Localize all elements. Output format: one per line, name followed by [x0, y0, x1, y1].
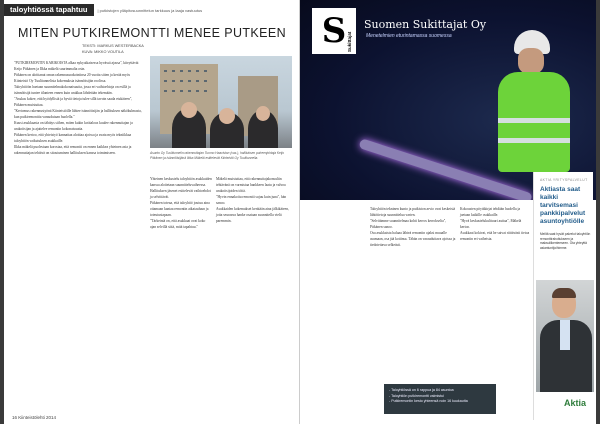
aktia-logo: Aktia	[564, 398, 587, 408]
page-footer: 16 Kiinteistölehti 2014	[12, 415, 57, 420]
article-column-r2	[460, 206, 530, 242]
paragraph: Taloyhtiöön haetaan suunnitelmakokonaisuutta, jossa eri vaihtoehtoja on esillä ja isännöitsijä tuntee tilanteen ennen kuin urakkaa lähdetään tekemään.	[14, 85, 131, 95]
magazine-spread	[4, 0, 596, 424]
article-column-r1	[370, 206, 456, 248]
paragraph: Osa asukkaista haluaa lähteä remontin ajaksi muualle asumaan, osa jää kotiinsa. Tähän on varauduttava ajoissa ja tiedotettava selkeästi.	[370, 231, 456, 247]
paragraph: "Hyvä keskustelukulttuuri auttaa", Mäkelä kertoo.	[460, 219, 522, 229]
paragraph: Taloyhtiön tekninen kunto ja putkiston arvio ovat keskeisiä lähtötietoja suunnittelua varten.	[370, 207, 456, 217]
section-header	[4, 4, 300, 16]
left-page	[4, 0, 300, 424]
fact-item: - Putkiremontin kesto yhteensä noin 16 kuukautta	[389, 399, 468, 403]
byline-text: TEKSTI: MARKUS WESTERBACKA	[82, 44, 144, 48]
worker-image	[490, 28, 582, 178]
advertisement-banner	[300, 0, 596, 200]
section-tag: taloyhtiössä tapahtuu	[4, 4, 94, 16]
article-column-c	[216, 176, 292, 224]
paragraph: "Selvitämme suunnitelmaa kohti kerros kerrokselta", Pitkänen sanoo.	[370, 219, 447, 229]
fact-box	[384, 384, 496, 414]
ad-headline: Aktiasta saat kaikki tarvitsemasi pankkipalvelut asuntoyhtiölle	[540, 186, 586, 225]
paragraph: "Hyvin ennakoitu remontti sujuu kuin juna", hän sanoo.	[216, 195, 287, 205]
paragraph: "Tärkeintä on, että asukkaat ovat koko ajan selvillä siitä, mitä tapahtuu."	[150, 219, 206, 229]
paragraph: Pitkänen kertoo, että yhteistyö kannattaa aloittaa ajoissa ja avata myös tekniikkaa taloyhtiön vaikutuksen asukkaille.	[14, 133, 132, 143]
paragraph: Pitkänen on aloittanut oman rakennusurakointinsa 20 vuotta sitten ja kerää myös Kiinteistö Oy Tuulitunnelista kokemuksia isännöitsijän roolissa.	[14, 73, 130, 83]
ad-text: Meiltä saat hyvät palvelut taloyhtiön remonttirahoitukseen ja maksuliikenteeseen. Ota yhteyttä asiantuntijoihimme.	[540, 232, 591, 250]
paragraph: Mäkelä muistuttaa, että rakennuttajakonsultin tehtävänä on varmistaa hankkeen laatu ja valvoa urakoitsijoiden töitä.	[216, 177, 286, 193]
paragraph: Yhteinen keskustelu taloyhtiön asukkaiden kanssa aloitetaan suunnitteluvaiheessa. Hallituksen jäsenet esittelevät vaihtoehdot ja selvittävät.	[150, 177, 212, 199]
advertiser-name: Suomen Sukittajat Oy	[364, 18, 487, 31]
side-advertisement	[533, 172, 593, 420]
ad-label: AKTIA YRITYSPALVELUT	[540, 178, 588, 182]
paragraph: Kuusi asukkaasta on tähtäys siihen, miten kukin kotitalous kuulee rakennuttajan ja urakoitsijan ja ajattelee remontin kokonaisuutta.	[14, 121, 133, 131]
fact-item: - Taloyhtiön putkiremontti valmistui	[389, 393, 444, 398]
logo-s-icon: S	[321, 11, 347, 51]
photo-caption: Asunto Oy Tuulitunnelin rakennuttajan Tuomo Haaviston (vas.), hallituksen puheenjohtaja Keijo Pitkänen ja isännöitsijänä Ilkka Mäkelä esittelevät Kiinteistö Oy Tuulitunnelia.	[150, 151, 285, 160]
article-title: MITEN PUTKIREMONTTI MENEE PUTKEEN	[18, 26, 287, 40]
paragraph: Asukkaiden kokemukset kerätään aina jälkikäteen, jotta seuraava hanke osataan suunnitella vielä paremmin.	[216, 207, 289, 223]
paragraph: Pitkänen toteaa, että taloyhtiö joutuu aina ottamaan kantaa remontin aikatauluun ja toteutustapaan.	[150, 201, 210, 217]
paragraph: Ilkka mäkelä puolestaan korostaa, että remontti on ennen kaikkea yhteinen asia ja rakennuttajan tehtävä on sitoutuminen hallituksen kanssa toimimiseen.	[14, 145, 132, 155]
section-subtitle: | putkistojen ylläpitosuunnittelun tarkkuus ja laaja vastuutus	[97, 7, 203, 13]
paragraph: "PUTKIREMONTIN KARIKOISTA alkaa nykyaikaisessa hyvässä ajassa", kiteyttävät Keijo Pitkänen ja Ilkka mäkelä suurimmalta osin.	[14, 61, 139, 71]
fact-item: - Taloyhtiössä on 6 rappua ja 84 asuntoa	[389, 388, 454, 392]
article-column-a	[14, 60, 142, 410]
paragraph: "Kertomus rakennustyönä Kiinteistöille lähtee isännöitsijän ja hallituksen näkökulmasta, kun putkiremonttia varaudutaan huolella."	[14, 109, 142, 119]
byline-photo: KUVA: MIKKO VOUTILA	[82, 50, 124, 54]
paragraph: Asukkaat kokivat, että he saivat riittävästi tietoa remontin eri vaiheista.	[460, 231, 530, 241]
paragraph: "Asukas kokee, että hyödyllisiä ja hyviä tietoja tulee sillä tavoin saada etukäteen", Pitkänen muistuttaa.	[14, 97, 133, 107]
logo-vertical-text: Sukittajat	[347, 31, 352, 52]
businessman-image	[536, 280, 594, 392]
advertiser-slogan: Menetelmien eturintamassa suomessa	[366, 33, 452, 39]
right-page	[300, 0, 596, 424]
byline	[82, 43, 144, 55]
paragraph: Kokousten pöytäkirjat tehdään huolella ja jaetaan kaikille osakkaille.	[460, 207, 521, 217]
article-photo	[150, 56, 292, 148]
article-column-b	[150, 176, 212, 230]
